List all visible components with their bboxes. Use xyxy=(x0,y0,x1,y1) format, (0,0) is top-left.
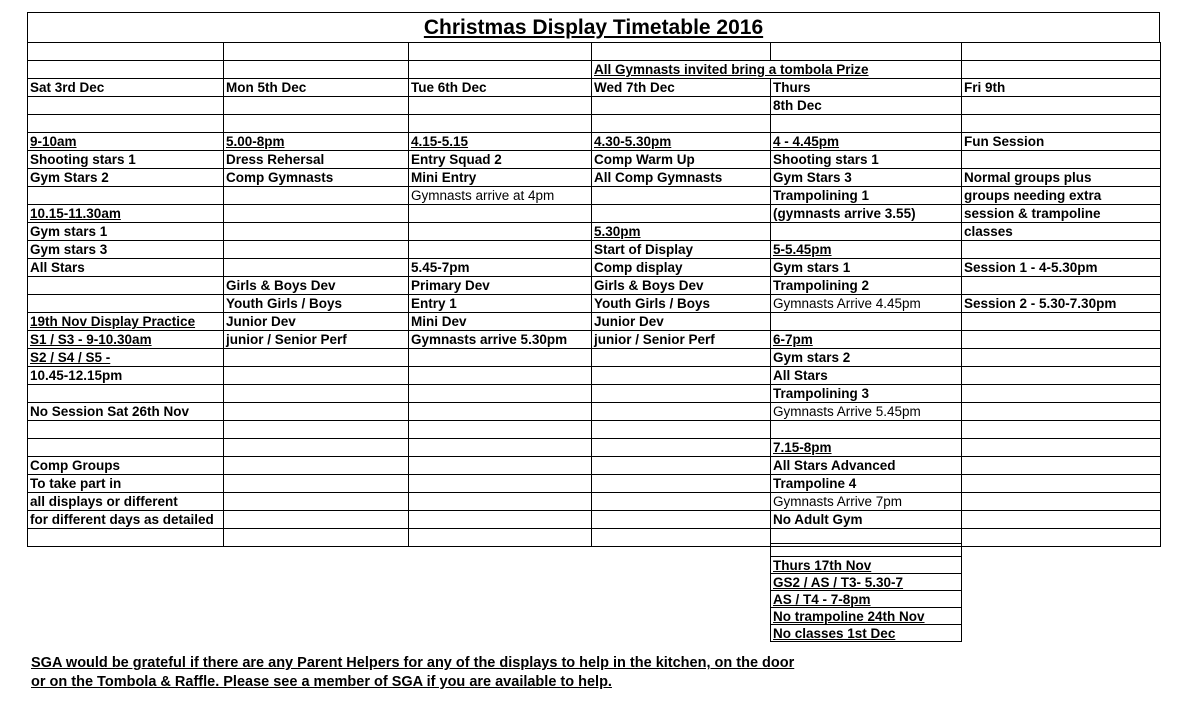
schedule-cell: Primary Dev xyxy=(409,277,592,295)
empty-cell xyxy=(592,421,771,439)
spacer-cell xyxy=(962,43,1161,61)
table-row xyxy=(28,187,1161,205)
table-row xyxy=(28,151,1161,169)
schedule-cell: All Stars xyxy=(771,367,962,385)
empty-cell xyxy=(224,205,409,223)
table-row xyxy=(771,591,962,608)
empty-cell xyxy=(409,61,592,79)
empty-cell xyxy=(409,403,592,421)
schedule-cell: (gymnasts arrive 3.55) xyxy=(771,205,962,223)
page-title: Christmas Display Timetable 2016 xyxy=(27,12,1160,42)
empty-cell xyxy=(224,97,409,115)
empty-cell xyxy=(962,529,1161,547)
spacer-cell xyxy=(409,115,592,133)
schedule-cell: Trampolining 3 xyxy=(771,385,962,403)
schedule-cell: Comp Warm Up xyxy=(592,151,771,169)
schedule-cell: All Comp Gymnasts xyxy=(592,169,771,187)
table-row xyxy=(28,277,1161,295)
schedule-cell: Youth Girls / Boys xyxy=(592,295,771,313)
table-row xyxy=(771,625,962,642)
schedule-cell: all displays or different xyxy=(28,493,224,511)
empty-cell xyxy=(771,313,962,331)
schedule-cell: junior / Senior Perf xyxy=(224,331,409,349)
tombola-note: All Gymnasts invited bring a tombola Prize xyxy=(592,61,962,79)
table-row xyxy=(28,367,1161,385)
empty-cell xyxy=(962,349,1161,367)
schedule-cell: Gym stars 1 xyxy=(28,223,224,241)
empty-cell xyxy=(962,331,1161,349)
empty-cell xyxy=(28,187,224,205)
empty-cell xyxy=(224,385,409,403)
table-row xyxy=(28,205,1161,223)
empty-cell xyxy=(224,457,409,475)
empty-cell xyxy=(771,223,962,241)
schedule-cell: All Stars Advanced xyxy=(771,457,962,475)
table-row xyxy=(28,385,1161,403)
spacer-cell xyxy=(224,43,409,61)
schedule-cell: 9-10am xyxy=(28,133,224,151)
extra-session-cell: AS / T4 - 7-8pm xyxy=(771,591,962,608)
empty-cell xyxy=(224,439,409,457)
table-row xyxy=(28,529,1161,547)
empty-cell xyxy=(409,421,592,439)
schedule-cell: Junior Dev xyxy=(592,313,771,331)
schedule-cell: Normal groups plus xyxy=(962,169,1161,187)
empty-cell xyxy=(592,97,771,115)
spacer-cell xyxy=(28,43,224,61)
empty-cell xyxy=(771,421,962,439)
schedule-cell: All Stars xyxy=(28,259,224,277)
schedule-cell: Gymnasts Arrive 7pm xyxy=(771,493,962,511)
table-row xyxy=(28,295,1161,313)
table-row xyxy=(28,511,1161,529)
spacer-cell xyxy=(592,115,771,133)
day-header-fri: Fri 9th xyxy=(962,79,1161,97)
empty-cell xyxy=(409,457,592,475)
schedule-cell: Junior Dev xyxy=(224,313,409,331)
day-header-sat: Sat 3rd Dec xyxy=(28,79,224,97)
schedule-cell: Gym stars 1 xyxy=(771,259,962,277)
schedule-cell: Gymnasts arrive 5.30pm xyxy=(409,331,592,349)
schedule-cell: Girls & Boys Dev xyxy=(592,277,771,295)
empty-cell xyxy=(409,97,592,115)
schedule-cell: Gym Stars 2 xyxy=(28,169,224,187)
spacer-cell xyxy=(962,115,1161,133)
table-row xyxy=(28,313,1161,331)
empty-cell xyxy=(28,61,224,79)
schedule-cell: No Session Sat 26th Nov xyxy=(28,403,224,421)
spacer-cell xyxy=(592,43,771,61)
empty-cell xyxy=(409,241,592,259)
empty-cell xyxy=(28,97,224,115)
schedule-cell: Trampolining 2 xyxy=(771,277,962,295)
extra-session-cell: No classes 1st Dec xyxy=(771,625,962,642)
spacer-cell xyxy=(771,43,962,61)
footer-line: or on the Tombola & Raffle. Please see a member of SGA if you are available to help. xyxy=(31,674,612,690)
empty-cell xyxy=(409,349,592,367)
day-header-tue: Tue 6th Dec xyxy=(409,79,592,97)
schedule-cell: Gymnasts Arrive 5.45pm xyxy=(771,403,962,421)
schedule-cell: Comp display xyxy=(592,259,771,277)
empty-cell xyxy=(409,529,592,547)
empty-cell xyxy=(592,367,771,385)
empty-cell xyxy=(28,529,224,547)
empty-cell xyxy=(962,385,1161,403)
schedule-cell: 19th Nov Display Practice xyxy=(28,313,224,331)
spacer-cell xyxy=(28,115,224,133)
empty-cell xyxy=(224,421,409,439)
spacer-cell xyxy=(771,115,962,133)
empty-cell xyxy=(592,475,771,493)
empty-cell xyxy=(28,421,224,439)
empty-cell xyxy=(962,367,1161,385)
spacer-cell xyxy=(771,544,962,557)
schedule-cell: 4 - 4.45pm xyxy=(771,133,962,151)
empty-cell xyxy=(962,511,1161,529)
schedule-cell: groups needing extra xyxy=(962,187,1161,205)
empty-cell xyxy=(962,61,1161,79)
schedule-cell: 4.30-5.30pm xyxy=(592,133,771,151)
schedule-cell: Mini Entry xyxy=(409,169,592,187)
empty-cell xyxy=(224,367,409,385)
empty-cell xyxy=(224,259,409,277)
empty-cell xyxy=(28,439,224,457)
table-row xyxy=(28,403,1161,421)
empty-cell xyxy=(28,385,224,403)
schedule-cell: Comp Gymnasts xyxy=(224,169,409,187)
parent-helpers-note xyxy=(31,654,794,692)
empty-cell xyxy=(592,385,771,403)
empty-cell xyxy=(28,295,224,313)
empty-cell xyxy=(592,511,771,529)
empty-cell xyxy=(592,529,771,547)
schedule-cell: 4.15-5.15 xyxy=(409,133,592,151)
schedule-cell: Gym stars 2 xyxy=(771,349,962,367)
extra-sessions-box xyxy=(770,543,962,642)
empty-cell xyxy=(592,439,771,457)
table-row xyxy=(28,349,1161,367)
day-header-thurs-date: 8th Dec xyxy=(771,97,962,115)
empty-cell xyxy=(409,511,592,529)
schedule-cell: Gymnasts Arrive 4.45pm xyxy=(771,295,962,313)
footer-line: SGA would be grateful if there are any Parent Helpers for any of the displays to help in the kitchen, on the door xyxy=(31,655,795,671)
empty-cell xyxy=(28,277,224,295)
spacer-cell xyxy=(409,43,592,61)
empty-cell xyxy=(224,403,409,421)
empty-cell xyxy=(409,493,592,511)
schedule-cell: 5-5.45pm xyxy=(771,241,962,259)
empty-cell xyxy=(962,421,1161,439)
table-row xyxy=(28,241,1161,259)
schedule-cell: Session 1 - 4-5.30pm xyxy=(962,259,1161,277)
empty-cell xyxy=(224,241,409,259)
table-row xyxy=(28,421,1161,439)
schedule-cell: 10.45-12.15pm xyxy=(28,367,224,385)
empty-cell xyxy=(409,223,592,241)
table-row xyxy=(771,608,962,625)
empty-cell xyxy=(962,439,1161,457)
empty-cell xyxy=(592,403,771,421)
empty-cell xyxy=(962,403,1161,421)
table-row xyxy=(28,331,1161,349)
day-header-mon: Mon 5th Dec xyxy=(224,79,409,97)
schedule-cell: To take part in xyxy=(28,475,224,493)
schedule-cell: 10.15-11.30am xyxy=(28,205,224,223)
schedule-cell: Entry 1 xyxy=(409,295,592,313)
schedule-cell: Youth Girls / Boys xyxy=(224,295,409,313)
empty-cell xyxy=(224,529,409,547)
empty-cell xyxy=(224,349,409,367)
table-row xyxy=(28,457,1161,475)
schedule-cell: for different days as detailed xyxy=(28,511,224,529)
timetable-grid xyxy=(27,42,1161,547)
empty-cell xyxy=(224,187,409,205)
empty-cell xyxy=(224,61,409,79)
extra-session-cell: Thurs 17th Nov xyxy=(771,557,962,574)
extra-session-cell: No trampoline 24th Nov xyxy=(771,608,962,625)
schedule-cell: Gymnasts arrive at 4pm xyxy=(409,187,592,205)
empty-cell xyxy=(962,313,1161,331)
schedule-cell: Shooting stars 1 xyxy=(771,151,962,169)
schedule-cell: 5.45-7pm xyxy=(409,259,592,277)
schedule-cell: session & trampoline xyxy=(962,205,1161,223)
schedule-cell: 5.00-8pm xyxy=(224,133,409,151)
schedule-cell: S1 / S3 - 9-10.30am xyxy=(28,331,224,349)
day-header-thurs: Thurs xyxy=(771,79,962,97)
table-row xyxy=(28,133,1161,151)
schedule-cell: junior / Senior Perf xyxy=(592,331,771,349)
table-row xyxy=(28,475,1161,493)
empty-cell xyxy=(409,439,592,457)
schedule-cell: Session 2 - 5.30-7.30pm xyxy=(962,295,1161,313)
table-row xyxy=(28,439,1161,457)
schedule-cell: 5.30pm xyxy=(592,223,771,241)
empty-cell xyxy=(592,187,771,205)
empty-cell xyxy=(409,205,592,223)
schedule-cell: No Adult Gym xyxy=(771,511,962,529)
empty-cell xyxy=(592,205,771,223)
empty-cell xyxy=(962,493,1161,511)
schedule-cell: 6-7pm xyxy=(771,331,962,349)
table-row xyxy=(771,574,962,591)
empty-cell xyxy=(409,475,592,493)
empty-cell xyxy=(224,223,409,241)
schedule-cell: Mini Dev xyxy=(409,313,592,331)
schedule-cell: Girls & Boys Dev xyxy=(224,277,409,295)
schedule-cell: Start of Display xyxy=(592,241,771,259)
timetable-sheet xyxy=(27,12,1160,547)
empty-cell xyxy=(409,385,592,403)
empty-cell xyxy=(962,475,1161,493)
spacer-cell xyxy=(224,115,409,133)
empty-cell xyxy=(224,493,409,511)
schedule-cell: S2 / S4 / S5 - xyxy=(28,349,224,367)
empty-cell xyxy=(962,241,1161,259)
empty-cell xyxy=(962,97,1161,115)
empty-cell xyxy=(224,475,409,493)
empty-cell xyxy=(409,367,592,385)
table-row xyxy=(28,259,1161,277)
empty-cell xyxy=(592,493,771,511)
schedule-cell: 7.15-8pm xyxy=(771,439,962,457)
empty-cell xyxy=(962,457,1161,475)
schedule-cell: classes xyxy=(962,223,1161,241)
schedule-cell: Gym Stars 3 xyxy=(771,169,962,187)
empty-cell xyxy=(592,349,771,367)
schedule-cell: Dress Rehersal xyxy=(224,151,409,169)
day-header-wed: Wed 7th Dec xyxy=(592,79,771,97)
table-row xyxy=(28,169,1161,187)
empty-cell xyxy=(592,457,771,475)
schedule-cell: Gym stars 3 xyxy=(28,241,224,259)
table-row xyxy=(28,223,1161,241)
table-row xyxy=(28,493,1161,511)
schedule-cell: Fun Session xyxy=(962,133,1161,151)
empty-cell xyxy=(962,151,1161,169)
schedule-cell: Comp Groups xyxy=(28,457,224,475)
schedule-cell: Trampoline 4 xyxy=(771,475,962,493)
extra-session-cell: GS2 / AS / T3- 5.30-7 xyxy=(771,574,962,591)
schedule-cell: Trampolining 1 xyxy=(771,187,962,205)
empty-cell xyxy=(224,511,409,529)
schedule-cell: Entry Squad 2 xyxy=(409,151,592,169)
empty-cell xyxy=(962,277,1161,295)
table-row xyxy=(771,557,962,574)
schedule-cell: Shooting stars 1 xyxy=(28,151,224,169)
